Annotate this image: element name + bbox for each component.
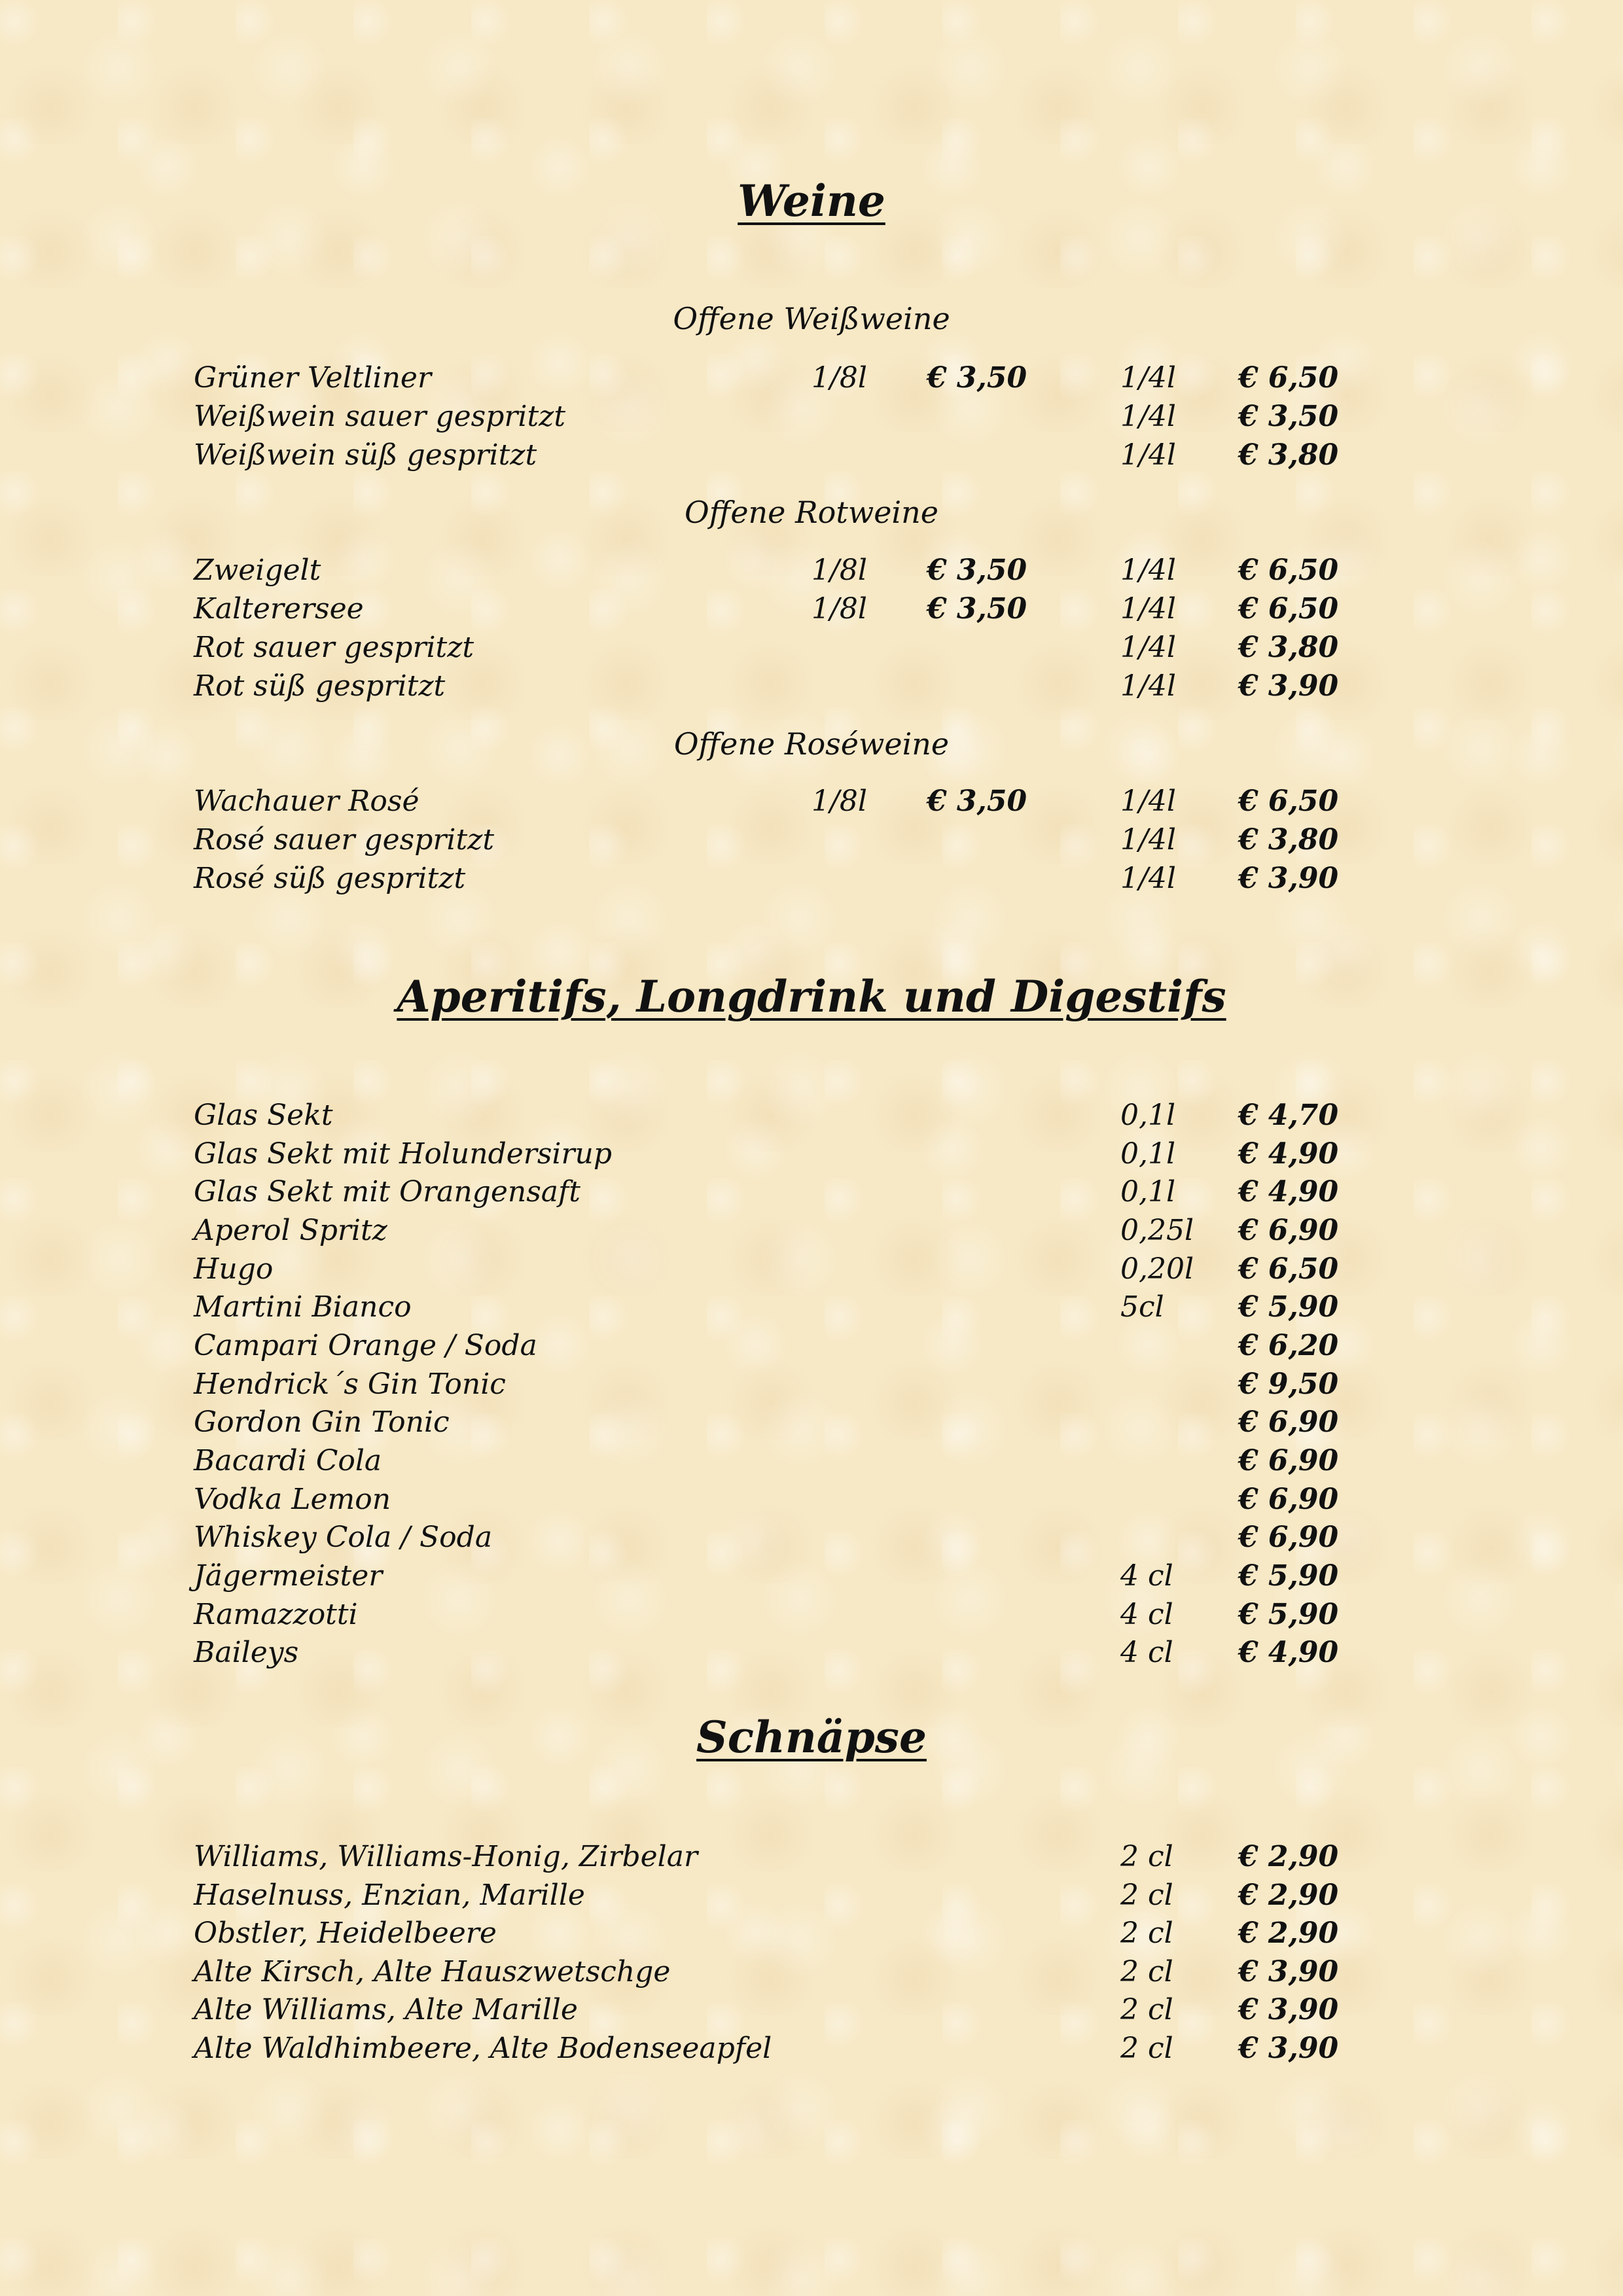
item-size-small: 1/8l xyxy=(812,785,867,818)
item-price: € 6,90 xyxy=(1238,1521,1339,1554)
list-item xyxy=(0,1405,1623,1443)
list-item xyxy=(0,1636,1623,1674)
list-item xyxy=(0,1290,1623,1328)
item-size: 2 cl xyxy=(1120,1993,1173,2026)
item-price: € 4,90 xyxy=(1238,1636,1339,1669)
section-title-schnaepse: Schnäpse xyxy=(696,1712,927,1763)
item-name: Williams, Williams-Honig, Zirbelar xyxy=(194,1840,698,1873)
list-item xyxy=(0,1329,1623,1367)
item-price-large: € 6,50 xyxy=(1238,785,1339,818)
item-name: Alte Williams, Alte Marille xyxy=(194,1993,578,2026)
item-price-small: € 3,50 xyxy=(927,785,1027,818)
list-item xyxy=(0,438,1623,476)
item-size: 2 cl xyxy=(1120,1840,1173,1873)
list-item xyxy=(0,554,1623,592)
item-size: 2 cl xyxy=(1120,1916,1173,1950)
list-item xyxy=(0,361,1623,399)
item-size-large: 1/4l xyxy=(1120,631,1176,664)
item-size-small: 1/8l xyxy=(812,554,867,587)
item-size: 0,20l xyxy=(1120,1252,1194,1286)
item-size: 0,1l xyxy=(1120,1137,1176,1171)
list-item xyxy=(0,2032,1623,2070)
item-name: Glas Sekt xyxy=(194,1099,333,1132)
item-name: Weißwein süß gespritzt xyxy=(194,438,537,472)
list-item xyxy=(0,1993,1623,2031)
list-item xyxy=(0,823,1623,861)
list-item xyxy=(0,400,1623,438)
list-item xyxy=(0,1840,1623,1878)
item-size-large: 1/4l xyxy=(1120,669,1176,703)
item-name: Kalterersee xyxy=(194,592,364,626)
group-title-roseweine: Offene Roséweine xyxy=(673,726,950,762)
item-name: Zweigelt xyxy=(194,554,321,587)
item-price: € 6,90 xyxy=(1238,1444,1339,1477)
item-size-large: 1/4l xyxy=(1120,592,1176,626)
item-price-large: € 3,80 xyxy=(1238,823,1339,857)
item-price-large: € 3,90 xyxy=(1238,862,1339,895)
item-name: Rot süß gespritzt xyxy=(194,669,446,703)
item-name: Rosé süß gespritzt xyxy=(194,862,466,895)
item-name: Aperol Spritz xyxy=(194,1214,387,1247)
item-price: € 4,90 xyxy=(1238,1175,1339,1209)
item-price: € 6,20 xyxy=(1238,1329,1339,1362)
item-name: Weißwein sauer gespritzt xyxy=(194,400,566,433)
item-price-large: € 3,80 xyxy=(1238,631,1339,664)
item-name: Alte Waldhimbeere, Alte Bodenseeapfel xyxy=(194,2032,772,2065)
item-size: 0,25l xyxy=(1120,1214,1194,1247)
item-name: Haselnuss, Enzian, Marille xyxy=(194,1879,585,1912)
item-name: Rosé sauer gespritzt xyxy=(194,823,495,857)
list-item xyxy=(0,631,1623,669)
item-name: Baileys xyxy=(194,1636,299,1669)
list-item xyxy=(0,1955,1623,1993)
item-price: € 6,90 xyxy=(1238,1405,1339,1439)
item-price: € 3,90 xyxy=(1238,2032,1339,2065)
item-price: € 3,90 xyxy=(1238,1955,1339,1988)
item-name: Hendrick´s Gin Tonic xyxy=(194,1368,506,1401)
list-item xyxy=(0,1175,1623,1213)
item-size-large: 1/4l xyxy=(1120,400,1176,433)
list-item xyxy=(0,1214,1623,1252)
item-price: € 4,70 xyxy=(1238,1099,1339,1132)
list-item xyxy=(0,862,1623,900)
item-price: € 2,90 xyxy=(1238,1879,1339,1912)
item-price-small: € 3,50 xyxy=(927,361,1027,395)
item-size-large: 1/4l xyxy=(1120,823,1176,857)
list-item xyxy=(0,1137,1623,1175)
item-name: Obstler, Heidelbeere xyxy=(194,1916,497,1950)
item-size: 0,1l xyxy=(1120,1099,1176,1132)
item-name: Jägermeister xyxy=(194,1559,383,1593)
item-size-small: 1/8l xyxy=(812,361,867,395)
item-name: Bacardi Cola xyxy=(194,1444,382,1477)
list-item xyxy=(0,1483,1623,1521)
item-price: € 4,90 xyxy=(1238,1137,1339,1171)
item-name: Gordon Gin Tonic xyxy=(194,1405,450,1439)
item-name: Rot sauer gespritzt xyxy=(194,631,474,664)
list-item xyxy=(0,1368,1623,1405)
item-price: € 3,90 xyxy=(1238,1993,1339,2026)
item-price: € 6,90 xyxy=(1238,1214,1339,1247)
list-item xyxy=(0,1099,1623,1137)
item-size-large: 1/4l xyxy=(1120,361,1176,395)
item-size-large: 1/4l xyxy=(1120,554,1176,587)
item-price: € 2,90 xyxy=(1238,1916,1339,1950)
item-size-large: 1/4l xyxy=(1120,785,1176,818)
item-price-large: € 3,90 xyxy=(1238,669,1339,703)
item-name: Grüner Veltliner xyxy=(194,361,431,395)
list-item xyxy=(0,669,1623,707)
item-price-large: € 6,50 xyxy=(1238,592,1339,626)
group-title-weissweine: Offene Weißweine xyxy=(673,301,950,336)
item-size-large: 1/4l xyxy=(1120,862,1176,895)
item-name: Wachauer Rosé xyxy=(194,785,419,818)
item-name: Vodka Lemon xyxy=(194,1483,391,1516)
list-item xyxy=(0,1879,1623,1916)
list-item xyxy=(0,1252,1623,1290)
item-name: Campari Orange / Soda xyxy=(194,1329,537,1362)
item-name: Hugo xyxy=(194,1252,274,1286)
group-title-rotweine: Offene Rotweine xyxy=(685,495,938,530)
item-size: 2 cl xyxy=(1120,1879,1173,1912)
list-item xyxy=(0,592,1623,630)
list-item xyxy=(0,1916,1623,1954)
item-size: 2 cl xyxy=(1120,2032,1173,2065)
item-size-small: 1/8l xyxy=(812,592,867,626)
list-item xyxy=(0,1559,1623,1597)
item-size: 4 cl xyxy=(1120,1598,1173,1631)
item-price: € 9,50 xyxy=(1238,1368,1339,1401)
item-size: 4 cl xyxy=(1120,1636,1173,1669)
item-price-small: € 3,50 xyxy=(927,554,1027,587)
item-price-large: € 6,50 xyxy=(1238,361,1339,395)
item-name: Alte Kirsch, Alte Hauszwetschge xyxy=(194,1955,671,1988)
item-size-large: 1/4l xyxy=(1120,438,1176,472)
item-price-small: € 3,50 xyxy=(927,592,1027,626)
item-price: € 2,90 xyxy=(1238,1840,1339,1873)
item-price-large: € 3,80 xyxy=(1238,438,1339,472)
item-price: € 5,90 xyxy=(1238,1559,1339,1593)
item-size: 2 cl xyxy=(1120,1955,1173,1988)
item-size: 5cl xyxy=(1120,1290,1164,1324)
list-item xyxy=(0,1444,1623,1482)
section-title-weine: Weine xyxy=(738,175,885,226)
item-name: Martini Bianco xyxy=(194,1290,412,1324)
item-size: 4 cl xyxy=(1120,1559,1173,1593)
item-price: € 6,50 xyxy=(1238,1252,1339,1286)
section-title-aperitifs: Aperitifs, Longdrink und Digestifs xyxy=(397,971,1226,1022)
item-price: € 5,90 xyxy=(1238,1598,1339,1631)
list-item xyxy=(0,1598,1623,1636)
item-price: € 5,90 xyxy=(1238,1290,1339,1324)
item-price-large: € 6,50 xyxy=(1238,554,1339,587)
list-item xyxy=(0,1521,1623,1559)
item-name: Whiskey Cola / Soda xyxy=(194,1521,493,1554)
list-item xyxy=(0,785,1623,822)
item-price: € 6,90 xyxy=(1238,1483,1339,1516)
item-name: Glas Sekt mit Holundersirup xyxy=(194,1137,613,1171)
item-size: 0,1l xyxy=(1120,1175,1176,1209)
item-price-large: € 3,50 xyxy=(1238,400,1339,433)
item-name: Glas Sekt mit Orangensaft xyxy=(194,1175,580,1209)
item-name: Ramazzotti xyxy=(194,1598,358,1631)
